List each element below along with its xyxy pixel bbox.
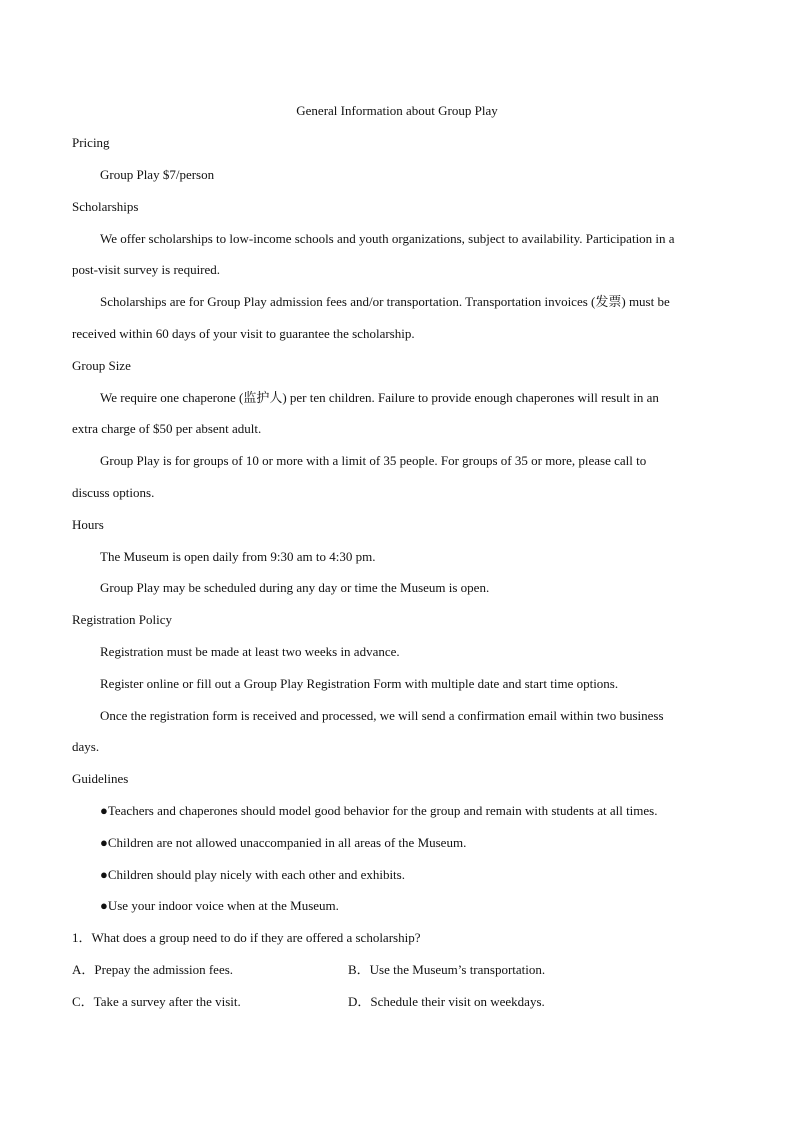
section-heading-guidelines: Guidelines (72, 771, 129, 786)
answer-option-a: A．Prepay the admission fees. (72, 962, 234, 977)
registration-paragraph-3: Once the registration form is received and processed, we will send a confirmation email within two business (100, 708, 664, 723)
section-heading-scholarships: Scholarships (72, 199, 139, 214)
hours-paragraph-1: The Museum is open daily from 9:30 am to 4:30 pm. (100, 549, 376, 564)
guideline-bullet-1: ●Teachers and chaperones should model good behavior for the group and remain with students at all times. (100, 803, 658, 818)
registration-paragraph-1: Registration must be made at least two weeks in advance. (100, 644, 400, 659)
scholarships-paragraph-1: We offer scholarships to low-income schools and youth organizations, subject to availability. Participation in a (100, 231, 675, 246)
section-heading-group-size: Group Size (72, 358, 131, 373)
answer-option-b: B．Use the Museum’s transportation. (348, 962, 546, 977)
section-heading-pricing: Pricing (72, 135, 110, 150)
guideline-bullet-3: ●Children should play nicely with each other and exhibits. (100, 867, 405, 882)
group-size-paragraph-2-cont: discuss options. (72, 485, 155, 500)
pricing-text: Group Play $7/person (100, 167, 215, 182)
registration-paragraph-2: Register online or fill out a Group Play Registration Form with multiple date and start time options. (100, 676, 619, 691)
scholarships-paragraph-1-cont: post-visit survey is required. (72, 262, 221, 277)
scholarships-paragraph-2-cont: received within 60 days of your visit to guarantee the scholarship. (72, 326, 415, 341)
group-size-paragraph-2: Group Play is for groups of 10 or more with a limit of 35 people. For groups of 35 or more, please call to (100, 453, 647, 468)
guideline-bullet-2: ●Children are not allowed unaccompanied in all areas of the Museum. (100, 835, 467, 850)
group-size-paragraph-1: We require one chaperone (监护人) per ten children. Failure to provide enough chaperones will result in an (100, 390, 659, 405)
registration-paragraph-3-cont: days. (72, 739, 100, 754)
page-title: General Information about Group Play (296, 103, 498, 118)
guideline-bullet-4: ●Use your indoor voice when at the Museum. (100, 898, 339, 913)
question-1-text: 1．What does a group need to do if they are offered a scholarship? (72, 930, 421, 945)
answer-option-d: D．Schedule their visit on weekdays. (348, 994, 545, 1009)
section-heading-hours: Hours (72, 517, 104, 532)
group-size-paragraph-1-cont: extra charge of $50 per absent adult. (72, 421, 262, 436)
answer-option-c: C．Take a survey after the visit. (72, 994, 241, 1009)
section-heading-registration: Registration Policy (72, 612, 173, 627)
scholarships-paragraph-2: Scholarships are for Group Play admission fees and/or transportation. Transportation invoices (发票) must be (100, 294, 670, 309)
hours-paragraph-2: Group Play may be scheduled during any day or time the Museum is open. (100, 580, 490, 595)
